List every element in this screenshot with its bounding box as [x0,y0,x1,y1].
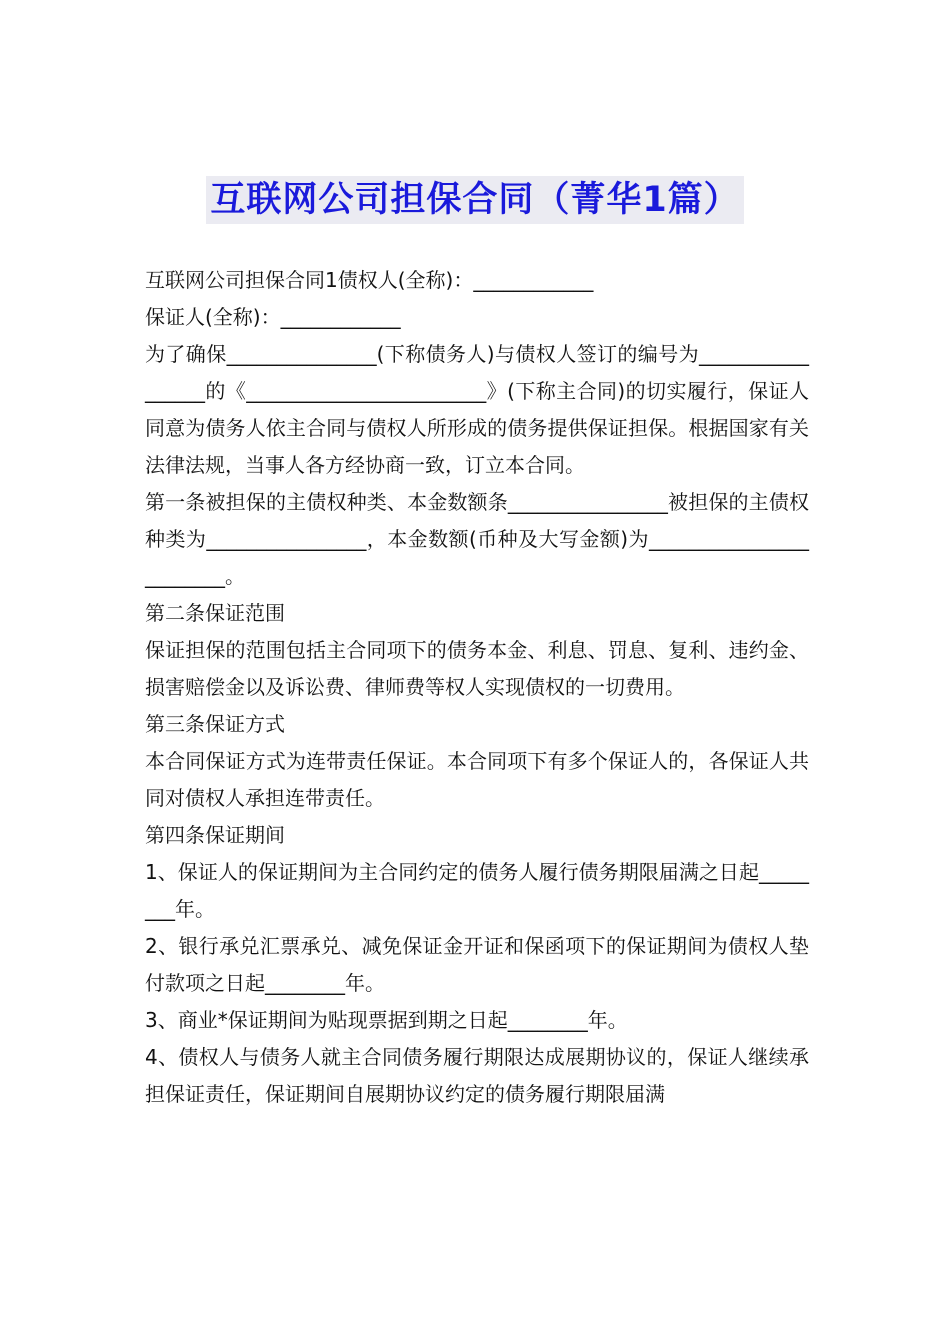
paragraph-article-3: 本合同保证方式为连带责任保证。本合同项下有多个保证人的，各保证人共同对债权人承担连带责任。 [145,749,809,810]
document-body [145,262,809,1113]
paragraph-article-2: 保证担保的范围包括主合同项下的债务本金、利息、罚息、复利、违约金、损害赔偿金以及诉讼费、律师费等权人实现债权的一切费用。 [145,638,809,699]
document-title: 互联网公司担保合同（菁华1篇） [206,176,743,224]
heading-article-3: 第三条保证方式 [145,712,285,736]
paragraph-preamble: 为了确保_______________(下称债务人)与债权人签订的编号为_________________的《________________________》(下称主合同)的切实履行，保证人同意为债务人依主合同与债权人所形成的债务提供保证担保。根据国家有关法律法规，当事人各方经协商一致，订立本合同。 [145,342,809,477]
paragraph-article-4-item-4: 4、债权人与债务人就主合同债务履行期限达成展期协议的，保证人继续承担保证责任，保证期间自展期协议约定的债务履行期限届满 [145,1045,809,1106]
heading-article-4: 第四条保证期间 [145,823,285,847]
title-container [0,176,950,224]
paragraph-article-1: 第一条被担保的主债权种类、本金数额条________________被担保的主债权种类为________________，本金数额(币种及大写金额)为________________________。 [145,490,809,588]
paragraph-creditor: 互联网公司担保合同1债权人(全称)：____________ [145,268,594,292]
heading-article-2: 第二条保证范围 [145,601,285,625]
paragraph-article-4-item-1: 1、保证人的保证期间为主合同约定的债务人履行债务期限届满之日起________年。 [145,860,809,921]
paragraph-article-4-item-2: 2、银行承兑汇票承兑、减免保证金开证和保函项下的保证期间为债权人垫付款项之日起________年。 [145,934,809,995]
paragraph-article-4-item-3: 3、商业*保证期间为贴现票据到期之日起________年。 [145,1008,628,1032]
paragraph-guarantor: 保证人(全称)：____________ [145,305,401,329]
